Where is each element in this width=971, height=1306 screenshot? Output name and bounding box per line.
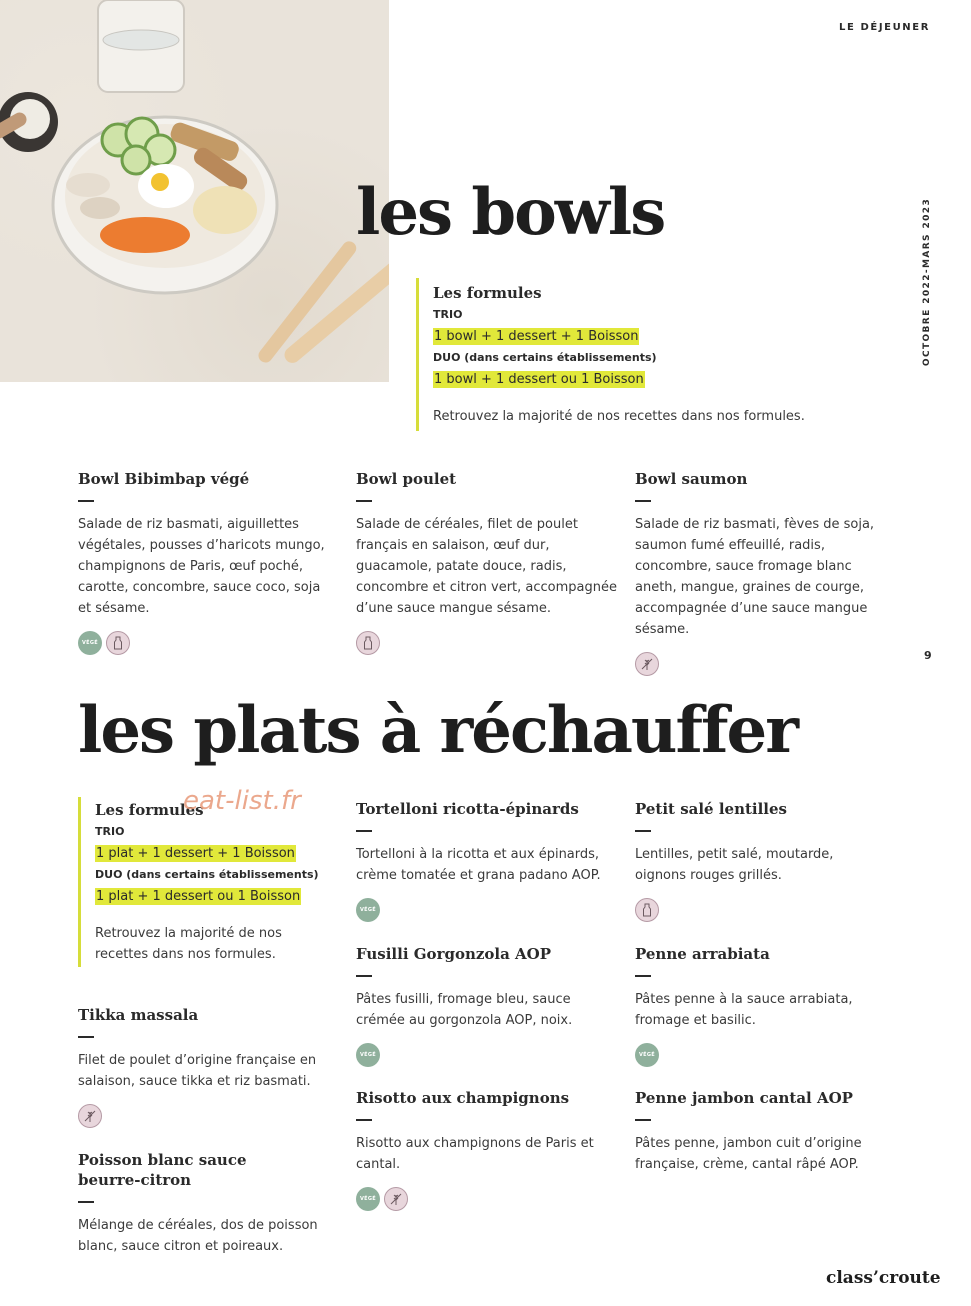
menu-item	[635, 469, 885, 676]
menu-item	[78, 1005, 328, 1128]
item-name: Bowl saumon	[635, 470, 748, 488]
divider	[356, 830, 372, 832]
trio-label: TRIO	[95, 825, 125, 838]
item-name: Penne arrabiata	[635, 945, 770, 963]
vege-badge: VÉGÉ	[356, 1043, 380, 1067]
item-name: Petit salé lentilles	[635, 800, 787, 818]
trio-value: 1 plat + 1 dessert + 1 Boisson	[96, 846, 295, 861]
item-description: Lentilles, petit salé, moutarde, oignons rouges grillés.	[635, 846, 834, 883]
formules-note: Retrouvez la majorité de nos recettes dans nos formules.	[95, 926, 282, 962]
formules-heading: Les formules	[95, 801, 204, 819]
menu-item	[635, 944, 875, 1067]
item-name: Bowl Bibimbap végé	[78, 470, 250, 488]
formules-heading: Les formules	[433, 284, 542, 302]
vege-badge: VÉGÉ	[356, 898, 380, 922]
trio-label: TRIO	[433, 308, 463, 321]
item-description: Filet de poulet d’origine française en salaison, sauce tikka et riz basmati.	[78, 1052, 317, 1089]
page-number: 9	[924, 649, 932, 662]
plats-title: les plats à réchauffer	[78, 693, 797, 768]
duo-value: 1 plat + 1 dessert ou 1 Boisson	[96, 889, 301, 904]
menu-item	[78, 1150, 326, 1257]
wheat-crossed-icon	[635, 652, 659, 676]
trio-value: 1 bowl + 1 dessert + 1 Boisson	[434, 329, 639, 344]
item-name: Poisson blanc sauce beurre-citron	[78, 1151, 247, 1189]
item-description: Salade de céréales, filet de poulet français en salaison, œuf dur, guacamole, patate douce, radis, concombre et citron vert, accompagnée d’une sauce mangue sésame.	[356, 516, 617, 616]
menu-item	[635, 799, 887, 922]
plats-formules	[78, 797, 335, 967]
menu-item	[78, 469, 336, 655]
divider	[635, 1119, 651, 1121]
menu-item	[356, 944, 596, 1067]
divider	[356, 500, 372, 502]
divider	[78, 500, 94, 502]
vege-badge: VÉGÉ	[635, 1043, 659, 1067]
vege-badge: VÉGÉ	[356, 1187, 380, 1211]
menu-item	[356, 1088, 596, 1211]
duo-label: DUO (dans certains établissements)	[95, 868, 319, 881]
brand-logo: class’croute	[826, 1268, 941, 1288]
period-label: OCTOBRE 2022-MARS 2023	[922, 197, 932, 367]
duo-label: DUO (dans certains établissements)	[433, 351, 657, 364]
item-description: Risotto aux champignons de Paris et cantal.	[356, 1135, 594, 1172]
bottle-icon	[635, 898, 659, 922]
divider	[635, 975, 651, 977]
item-name: Bowl poulet	[356, 470, 457, 488]
divider	[78, 1201, 94, 1203]
item-name: Penne jambon cantal AOP	[635, 1089, 853, 1107]
section-label: LE DÉJEUNER	[839, 22, 930, 33]
item-description: Pâtes fusilli, fromage bleu, sauce crémée au gorgonzola AOP, noix.	[356, 991, 573, 1028]
divider	[356, 1119, 372, 1121]
item-description: Pâtes penne, jambon cuit d’origine française, crème, cantal râpé AOP.	[635, 1135, 862, 1172]
menu-item	[635, 1088, 875, 1175]
bowl-photo	[0, 0, 389, 382]
bowls-title: les bowls	[356, 175, 665, 250]
divider	[635, 500, 651, 502]
bowls-formules	[416, 278, 833, 431]
menu-item	[356, 799, 606, 922]
divider	[78, 1036, 94, 1038]
item-description: Salade de riz basmati, aiguillettes végétales, pousses d’haricots mungo, champignons de Paris, œuf poché, carotte, concombre, sauce coco, soja et sésame.	[78, 516, 325, 616]
bottle-icon	[106, 631, 130, 655]
wheat-crossed-icon	[384, 1187, 408, 1211]
item-name: Fusilli Gorgonzola AOP	[356, 945, 552, 963]
wheat-crossed-icon	[78, 1104, 102, 1128]
bottle-icon	[356, 631, 380, 655]
item-name: Tortelloni ricotta-épinards	[356, 800, 579, 818]
item-description: Salade de riz basmati, fèves de soja, saumon fumé effeuillé, radis, concombre, sauce fromage blanc aneth, mangue, graines de courge, accompagnée d’une sauce mangue sésame.	[635, 516, 875, 637]
divider	[635, 830, 651, 832]
item-description: Pâtes penne à la sauce arrabiata, fromage et basilic.	[635, 991, 853, 1028]
vege-badge: VÉGÉ	[78, 631, 102, 655]
item-name: Tikka massala	[78, 1006, 199, 1024]
item-description: Mélange de céréales, dos de poisson blanc, sauce citron et poireaux.	[78, 1217, 318, 1254]
duo-value: 1 bowl + 1 dessert ou 1 Boisson	[434, 372, 644, 387]
watermark: eat-list.fr	[183, 786, 301, 816]
divider	[356, 975, 372, 977]
item-name: Risotto aux champignons	[356, 1089, 570, 1107]
menu-item	[356, 469, 618, 655]
item-description: Tortelloni à la ricotta et aux épinards, crème tomatée et grana padano AOP.	[356, 846, 601, 883]
formules-note: Retrouvez la majorité de nos recettes dans nos formules.	[433, 409, 805, 424]
